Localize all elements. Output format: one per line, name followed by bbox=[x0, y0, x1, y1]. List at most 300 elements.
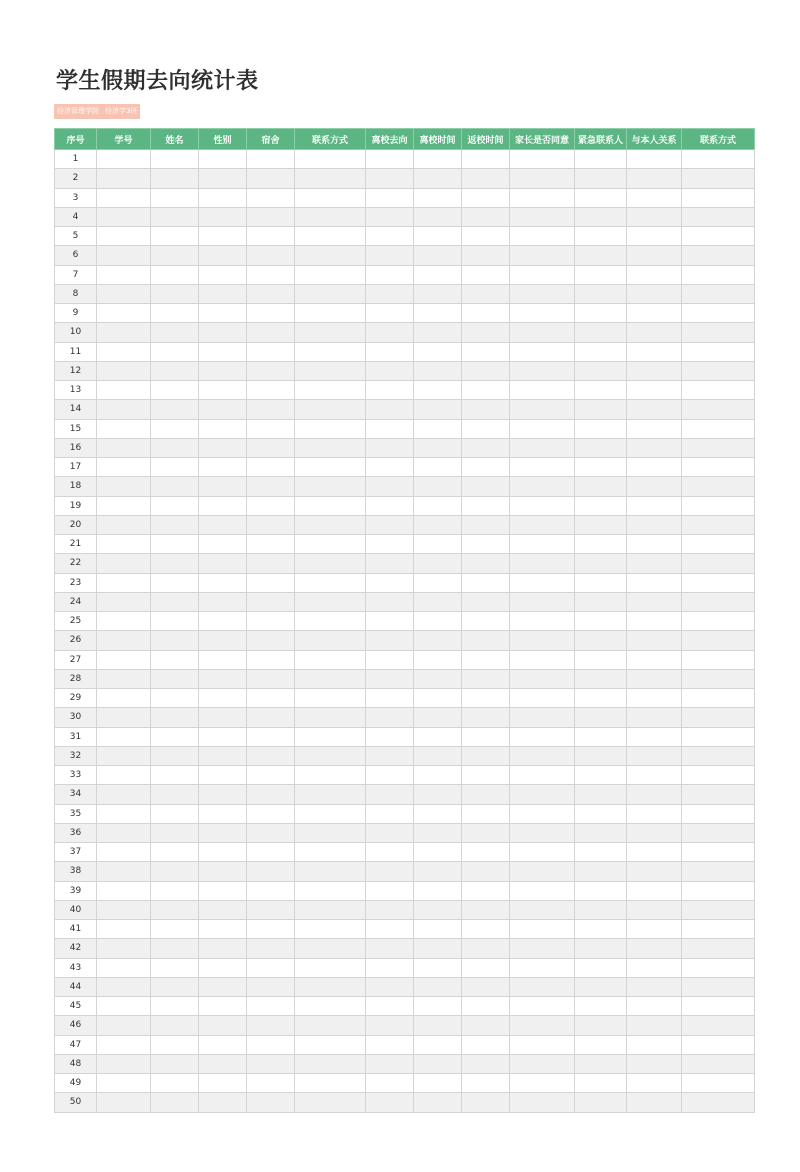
table-cell[interactable] bbox=[366, 958, 414, 977]
table-cell[interactable] bbox=[682, 150, 755, 169]
table-cell[interactable] bbox=[627, 477, 682, 496]
table-cell[interactable] bbox=[462, 150, 510, 169]
table-cell[interactable] bbox=[510, 843, 575, 862]
table-cell[interactable] bbox=[575, 438, 627, 457]
table-cell[interactable] bbox=[151, 458, 199, 477]
table-cell[interactable] bbox=[414, 746, 462, 765]
table-cell[interactable] bbox=[682, 381, 755, 400]
table-cell[interactable] bbox=[510, 361, 575, 380]
table-cell[interactable] bbox=[366, 900, 414, 919]
table-cell[interactable] bbox=[151, 1035, 199, 1054]
table-cell[interactable] bbox=[247, 227, 295, 246]
table-cell[interactable] bbox=[199, 997, 247, 1016]
table-cell[interactable] bbox=[414, 881, 462, 900]
table-cell[interactable] bbox=[682, 1093, 755, 1112]
table-cell[interactable] bbox=[295, 227, 366, 246]
table-cell[interactable] bbox=[682, 169, 755, 188]
table-cell[interactable] bbox=[414, 977, 462, 996]
table-cell[interactable] bbox=[414, 304, 462, 323]
table-cell[interactable] bbox=[151, 342, 199, 361]
table-cell[interactable] bbox=[682, 746, 755, 765]
table-cell[interactable] bbox=[627, 592, 682, 611]
table-cell[interactable] bbox=[462, 727, 510, 746]
table-cell[interactable] bbox=[575, 1035, 627, 1054]
table-cell[interactable] bbox=[199, 977, 247, 996]
table-cell[interactable] bbox=[462, 207, 510, 226]
table-cell[interactable] bbox=[151, 400, 199, 419]
table-cell[interactable] bbox=[627, 1054, 682, 1073]
table-cell[interactable] bbox=[295, 669, 366, 688]
table-cell[interactable] bbox=[97, 708, 151, 727]
table-cell[interactable] bbox=[575, 708, 627, 727]
table-cell[interactable] bbox=[151, 381, 199, 400]
table-cell[interactable] bbox=[247, 843, 295, 862]
table-cell[interactable] bbox=[414, 150, 462, 169]
table-cell[interactable] bbox=[97, 535, 151, 554]
table-cell[interactable] bbox=[366, 804, 414, 823]
table-cell[interactable] bbox=[97, 227, 151, 246]
table-cell[interactable] bbox=[627, 515, 682, 534]
table-cell[interactable] bbox=[414, 592, 462, 611]
table-cell[interactable] bbox=[97, 823, 151, 842]
table-cell[interactable] bbox=[627, 361, 682, 380]
table-cell[interactable] bbox=[295, 246, 366, 265]
table-cell[interactable] bbox=[366, 689, 414, 708]
table-cell[interactable] bbox=[247, 881, 295, 900]
table-cell[interactable] bbox=[97, 1054, 151, 1073]
table-cell[interactable] bbox=[575, 227, 627, 246]
table-cell[interactable] bbox=[510, 419, 575, 438]
table-cell[interactable] bbox=[682, 881, 755, 900]
table-cell[interactable] bbox=[366, 631, 414, 650]
table-cell[interactable] bbox=[97, 554, 151, 573]
table-cell[interactable] bbox=[510, 458, 575, 477]
table-cell[interactable] bbox=[151, 708, 199, 727]
table-cell[interactable] bbox=[97, 573, 151, 592]
table-cell[interactable] bbox=[295, 823, 366, 842]
table-cell[interactable] bbox=[151, 304, 199, 323]
table-cell[interactable] bbox=[295, 592, 366, 611]
table-cell[interactable] bbox=[414, 920, 462, 939]
table-cell[interactable] bbox=[97, 477, 151, 496]
table-cell[interactable] bbox=[199, 881, 247, 900]
table-cell[interactable] bbox=[295, 265, 366, 284]
table-cell[interactable] bbox=[366, 650, 414, 669]
table-cell[interactable] bbox=[199, 746, 247, 765]
table-cell[interactable] bbox=[199, 612, 247, 631]
table-cell[interactable] bbox=[247, 785, 295, 804]
table-cell[interactable] bbox=[247, 400, 295, 419]
table-cell[interactable] bbox=[414, 400, 462, 419]
table-cell[interactable] bbox=[97, 207, 151, 226]
table-cell[interactable] bbox=[462, 997, 510, 1016]
table-cell[interactable] bbox=[247, 727, 295, 746]
table-cell[interactable] bbox=[510, 496, 575, 515]
table-cell[interactable] bbox=[247, 381, 295, 400]
table-cell[interactable] bbox=[414, 438, 462, 457]
table-cell[interactable] bbox=[199, 207, 247, 226]
table-cell[interactable] bbox=[295, 727, 366, 746]
table-cell[interactable] bbox=[97, 997, 151, 1016]
table-cell[interactable] bbox=[199, 958, 247, 977]
table-cell[interactable] bbox=[462, 689, 510, 708]
table-cell[interactable] bbox=[151, 689, 199, 708]
table-cell[interactable] bbox=[199, 708, 247, 727]
table-cell[interactable] bbox=[510, 284, 575, 303]
table-cell[interactable] bbox=[97, 766, 151, 785]
table-cell[interactable] bbox=[247, 535, 295, 554]
table-cell[interactable] bbox=[366, 438, 414, 457]
table-cell[interactable] bbox=[627, 1074, 682, 1093]
table-cell[interactable] bbox=[462, 1035, 510, 1054]
table-cell[interactable] bbox=[462, 419, 510, 438]
table-cell[interactable] bbox=[575, 169, 627, 188]
table-cell[interactable] bbox=[247, 708, 295, 727]
table-cell[interactable] bbox=[97, 246, 151, 265]
table-cell[interactable] bbox=[295, 515, 366, 534]
table-cell[interactable] bbox=[247, 246, 295, 265]
table-cell[interactable] bbox=[247, 458, 295, 477]
table-cell[interactable] bbox=[295, 689, 366, 708]
table-cell[interactable] bbox=[510, 323, 575, 342]
table-cell[interactable] bbox=[575, 284, 627, 303]
table-cell[interactable] bbox=[247, 939, 295, 958]
table-cell[interactable] bbox=[295, 785, 366, 804]
table-cell[interactable] bbox=[247, 977, 295, 996]
table-cell[interactable] bbox=[627, 419, 682, 438]
table-cell[interactable] bbox=[247, 804, 295, 823]
table-cell[interactable] bbox=[575, 689, 627, 708]
table-cell[interactable] bbox=[627, 381, 682, 400]
table-cell[interactable] bbox=[247, 419, 295, 438]
table-cell[interactable] bbox=[575, 554, 627, 573]
table-cell[interactable] bbox=[97, 419, 151, 438]
table-cell[interactable] bbox=[575, 843, 627, 862]
table-cell[interactable] bbox=[366, 708, 414, 727]
table-cell[interactable] bbox=[510, 900, 575, 919]
table-cell[interactable] bbox=[575, 862, 627, 881]
table-cell[interactable] bbox=[414, 554, 462, 573]
table-cell[interactable] bbox=[575, 612, 627, 631]
table-cell[interactable] bbox=[199, 458, 247, 477]
table-cell[interactable] bbox=[366, 535, 414, 554]
table-cell[interactable] bbox=[366, 169, 414, 188]
table-cell[interactable] bbox=[366, 612, 414, 631]
table-cell[interactable] bbox=[366, 342, 414, 361]
table-cell[interactable] bbox=[199, 304, 247, 323]
table-cell[interactable] bbox=[682, 438, 755, 457]
table-cell[interactable] bbox=[295, 400, 366, 419]
table-cell[interactable] bbox=[295, 804, 366, 823]
table-cell[interactable] bbox=[627, 1093, 682, 1112]
table-cell[interactable] bbox=[575, 1016, 627, 1035]
table-cell[interactable] bbox=[414, 573, 462, 592]
table-cell[interactable] bbox=[97, 1074, 151, 1093]
table-cell[interactable] bbox=[199, 1093, 247, 1112]
table-cell[interactable] bbox=[366, 458, 414, 477]
table-cell[interactable] bbox=[682, 323, 755, 342]
table-cell[interactable] bbox=[462, 958, 510, 977]
table-cell[interactable] bbox=[151, 284, 199, 303]
table-cell[interactable] bbox=[414, 419, 462, 438]
table-cell[interactable] bbox=[199, 188, 247, 207]
table-cell[interactable] bbox=[575, 785, 627, 804]
table-cell[interactable] bbox=[414, 1093, 462, 1112]
table-cell[interactable] bbox=[247, 323, 295, 342]
table-cell[interactable] bbox=[414, 631, 462, 650]
table-cell[interactable] bbox=[627, 689, 682, 708]
table-cell[interactable] bbox=[414, 843, 462, 862]
table-cell[interactable] bbox=[247, 438, 295, 457]
table-cell[interactable] bbox=[627, 284, 682, 303]
table-cell[interactable] bbox=[295, 169, 366, 188]
table-cell[interactable] bbox=[462, 573, 510, 592]
table-cell[interactable] bbox=[295, 361, 366, 380]
table-cell[interactable] bbox=[97, 862, 151, 881]
table-cell[interactable] bbox=[366, 573, 414, 592]
table-cell[interactable] bbox=[510, 785, 575, 804]
table-cell[interactable] bbox=[414, 246, 462, 265]
table-cell[interactable] bbox=[199, 650, 247, 669]
table-cell[interactable] bbox=[366, 207, 414, 226]
table-cell[interactable] bbox=[97, 592, 151, 611]
table-cell[interactable] bbox=[575, 477, 627, 496]
table-cell[interactable] bbox=[151, 227, 199, 246]
table-cell[interactable] bbox=[151, 554, 199, 573]
table-cell[interactable] bbox=[510, 920, 575, 939]
table-cell[interactable] bbox=[97, 669, 151, 688]
table-cell[interactable] bbox=[247, 477, 295, 496]
table-cell[interactable] bbox=[97, 650, 151, 669]
table-cell[interactable] bbox=[199, 669, 247, 688]
table-cell[interactable] bbox=[97, 958, 151, 977]
table-cell[interactable] bbox=[366, 862, 414, 881]
table-cell[interactable] bbox=[510, 669, 575, 688]
table-cell[interactable] bbox=[247, 284, 295, 303]
table-cell[interactable] bbox=[462, 881, 510, 900]
table-cell[interactable] bbox=[199, 689, 247, 708]
table-cell[interactable] bbox=[627, 554, 682, 573]
table-cell[interactable] bbox=[682, 843, 755, 862]
table-cell[interactable] bbox=[247, 1054, 295, 1073]
table-cell[interactable] bbox=[295, 708, 366, 727]
table-cell[interactable] bbox=[199, 227, 247, 246]
table-cell[interactable] bbox=[414, 342, 462, 361]
table-cell[interactable] bbox=[682, 650, 755, 669]
table-cell[interactable] bbox=[247, 920, 295, 939]
table-cell[interactable] bbox=[295, 1016, 366, 1035]
table-cell[interactable] bbox=[97, 361, 151, 380]
table-cell[interactable] bbox=[295, 458, 366, 477]
table-cell[interactable] bbox=[575, 207, 627, 226]
table-cell[interactable] bbox=[151, 939, 199, 958]
table-cell[interactable] bbox=[575, 669, 627, 688]
table-cell[interactable] bbox=[97, 304, 151, 323]
table-cell[interactable] bbox=[247, 265, 295, 284]
table-cell[interactable] bbox=[199, 804, 247, 823]
table-cell[interactable] bbox=[462, 592, 510, 611]
table-cell[interactable] bbox=[462, 939, 510, 958]
table-cell[interactable] bbox=[462, 843, 510, 862]
table-cell[interactable] bbox=[199, 246, 247, 265]
table-cell[interactable] bbox=[151, 977, 199, 996]
table-cell[interactable] bbox=[575, 650, 627, 669]
table-cell[interactable] bbox=[682, 1035, 755, 1054]
table-cell[interactable] bbox=[247, 631, 295, 650]
table-cell[interactable] bbox=[199, 1016, 247, 1035]
table-cell[interactable] bbox=[247, 766, 295, 785]
table-cell[interactable] bbox=[682, 1054, 755, 1073]
table-cell[interactable] bbox=[510, 150, 575, 169]
table-cell[interactable] bbox=[575, 150, 627, 169]
table-cell[interactable] bbox=[510, 958, 575, 977]
table-cell[interactable] bbox=[682, 785, 755, 804]
table-cell[interactable] bbox=[151, 900, 199, 919]
table-cell[interactable] bbox=[682, 669, 755, 688]
table-cell[interactable] bbox=[247, 689, 295, 708]
table-cell[interactable] bbox=[247, 207, 295, 226]
table-cell[interactable] bbox=[627, 535, 682, 554]
table-cell[interactable] bbox=[366, 304, 414, 323]
table-cell[interactable] bbox=[627, 804, 682, 823]
table-cell[interactable] bbox=[682, 612, 755, 631]
table-cell[interactable] bbox=[575, 1074, 627, 1093]
table-cell[interactable] bbox=[199, 554, 247, 573]
table-cell[interactable] bbox=[295, 766, 366, 785]
table-cell[interactable] bbox=[510, 227, 575, 246]
table-cell[interactable] bbox=[97, 920, 151, 939]
table-cell[interactable] bbox=[97, 881, 151, 900]
table-cell[interactable] bbox=[151, 843, 199, 862]
table-cell[interactable] bbox=[151, 997, 199, 1016]
table-cell[interactable] bbox=[682, 400, 755, 419]
table-cell[interactable] bbox=[462, 458, 510, 477]
table-cell[interactable] bbox=[414, 188, 462, 207]
table-cell[interactable] bbox=[295, 612, 366, 631]
table-cell[interactable] bbox=[510, 804, 575, 823]
table-cell[interactable] bbox=[575, 881, 627, 900]
table-cell[interactable] bbox=[199, 823, 247, 842]
table-cell[interactable] bbox=[366, 997, 414, 1016]
table-cell[interactable] bbox=[97, 150, 151, 169]
table-cell[interactable] bbox=[462, 227, 510, 246]
table-cell[interactable] bbox=[366, 843, 414, 862]
table-cell[interactable] bbox=[295, 535, 366, 554]
table-cell[interactable] bbox=[97, 689, 151, 708]
table-cell[interactable] bbox=[682, 977, 755, 996]
table-cell[interactable] bbox=[295, 207, 366, 226]
table-cell[interactable] bbox=[462, 284, 510, 303]
table-cell[interactable] bbox=[414, 939, 462, 958]
table-cell[interactable] bbox=[295, 1035, 366, 1054]
table-cell[interactable] bbox=[247, 900, 295, 919]
table-cell[interactable] bbox=[575, 535, 627, 554]
table-cell[interactable] bbox=[414, 169, 462, 188]
table-cell[interactable] bbox=[627, 746, 682, 765]
table-cell[interactable] bbox=[247, 515, 295, 534]
table-cell[interactable] bbox=[151, 515, 199, 534]
table-cell[interactable] bbox=[199, 939, 247, 958]
table-cell[interactable] bbox=[510, 400, 575, 419]
table-cell[interactable] bbox=[627, 708, 682, 727]
table-cell[interactable] bbox=[575, 515, 627, 534]
table-cell[interactable] bbox=[462, 554, 510, 573]
table-cell[interactable] bbox=[151, 612, 199, 631]
table-cell[interactable] bbox=[295, 573, 366, 592]
table-cell[interactable] bbox=[575, 958, 627, 977]
table-cell[interactable] bbox=[414, 785, 462, 804]
table-cell[interactable] bbox=[627, 573, 682, 592]
table-cell[interactable] bbox=[510, 997, 575, 1016]
table-cell[interactable] bbox=[199, 265, 247, 284]
table-cell[interactable] bbox=[682, 265, 755, 284]
table-cell[interactable] bbox=[575, 573, 627, 592]
table-cell[interactable] bbox=[627, 438, 682, 457]
table-cell[interactable] bbox=[627, 188, 682, 207]
table-cell[interactable] bbox=[627, 612, 682, 631]
table-cell[interactable] bbox=[247, 862, 295, 881]
table-cell[interactable] bbox=[199, 496, 247, 515]
table-cell[interactable] bbox=[627, 997, 682, 1016]
table-cell[interactable] bbox=[97, 381, 151, 400]
table-cell[interactable] bbox=[295, 977, 366, 996]
table-cell[interactable] bbox=[510, 689, 575, 708]
table-cell[interactable] bbox=[199, 535, 247, 554]
table-cell[interactable] bbox=[510, 1035, 575, 1054]
table-cell[interactable] bbox=[151, 1074, 199, 1093]
table-cell[interactable] bbox=[414, 804, 462, 823]
table-cell[interactable] bbox=[627, 1035, 682, 1054]
table-cell[interactable] bbox=[682, 900, 755, 919]
table-cell[interactable] bbox=[510, 342, 575, 361]
table-cell[interactable] bbox=[295, 419, 366, 438]
table-cell[interactable] bbox=[462, 438, 510, 457]
table-cell[interactable] bbox=[462, 496, 510, 515]
table-cell[interactable] bbox=[682, 342, 755, 361]
table-cell[interactable] bbox=[510, 823, 575, 842]
table-cell[interactable] bbox=[366, 1054, 414, 1073]
table-cell[interactable] bbox=[510, 939, 575, 958]
table-cell[interactable] bbox=[627, 650, 682, 669]
table-cell[interactable] bbox=[510, 1093, 575, 1112]
table-cell[interactable] bbox=[414, 1054, 462, 1073]
table-cell[interactable] bbox=[151, 246, 199, 265]
table-cell[interactable] bbox=[627, 920, 682, 939]
table-cell[interactable] bbox=[97, 400, 151, 419]
table-cell[interactable] bbox=[247, 304, 295, 323]
table-cell[interactable] bbox=[682, 304, 755, 323]
table-cell[interactable] bbox=[627, 862, 682, 881]
table-cell[interactable] bbox=[682, 592, 755, 611]
table-cell[interactable] bbox=[510, 207, 575, 226]
table-cell[interactable] bbox=[295, 958, 366, 977]
table-cell[interactable] bbox=[510, 1074, 575, 1093]
table-cell[interactable] bbox=[627, 843, 682, 862]
table-cell[interactable] bbox=[462, 1093, 510, 1112]
table-cell[interactable] bbox=[97, 900, 151, 919]
table-cell[interactable] bbox=[462, 381, 510, 400]
table-cell[interactable] bbox=[682, 246, 755, 265]
table-cell[interactable] bbox=[366, 477, 414, 496]
table-cell[interactable] bbox=[366, 150, 414, 169]
table-cell[interactable] bbox=[575, 496, 627, 515]
table-cell[interactable] bbox=[295, 188, 366, 207]
table-cell[interactable] bbox=[295, 650, 366, 669]
table-cell[interactable] bbox=[151, 958, 199, 977]
table-cell[interactable] bbox=[510, 438, 575, 457]
table-cell[interactable] bbox=[97, 631, 151, 650]
table-cell[interactable] bbox=[366, 323, 414, 342]
